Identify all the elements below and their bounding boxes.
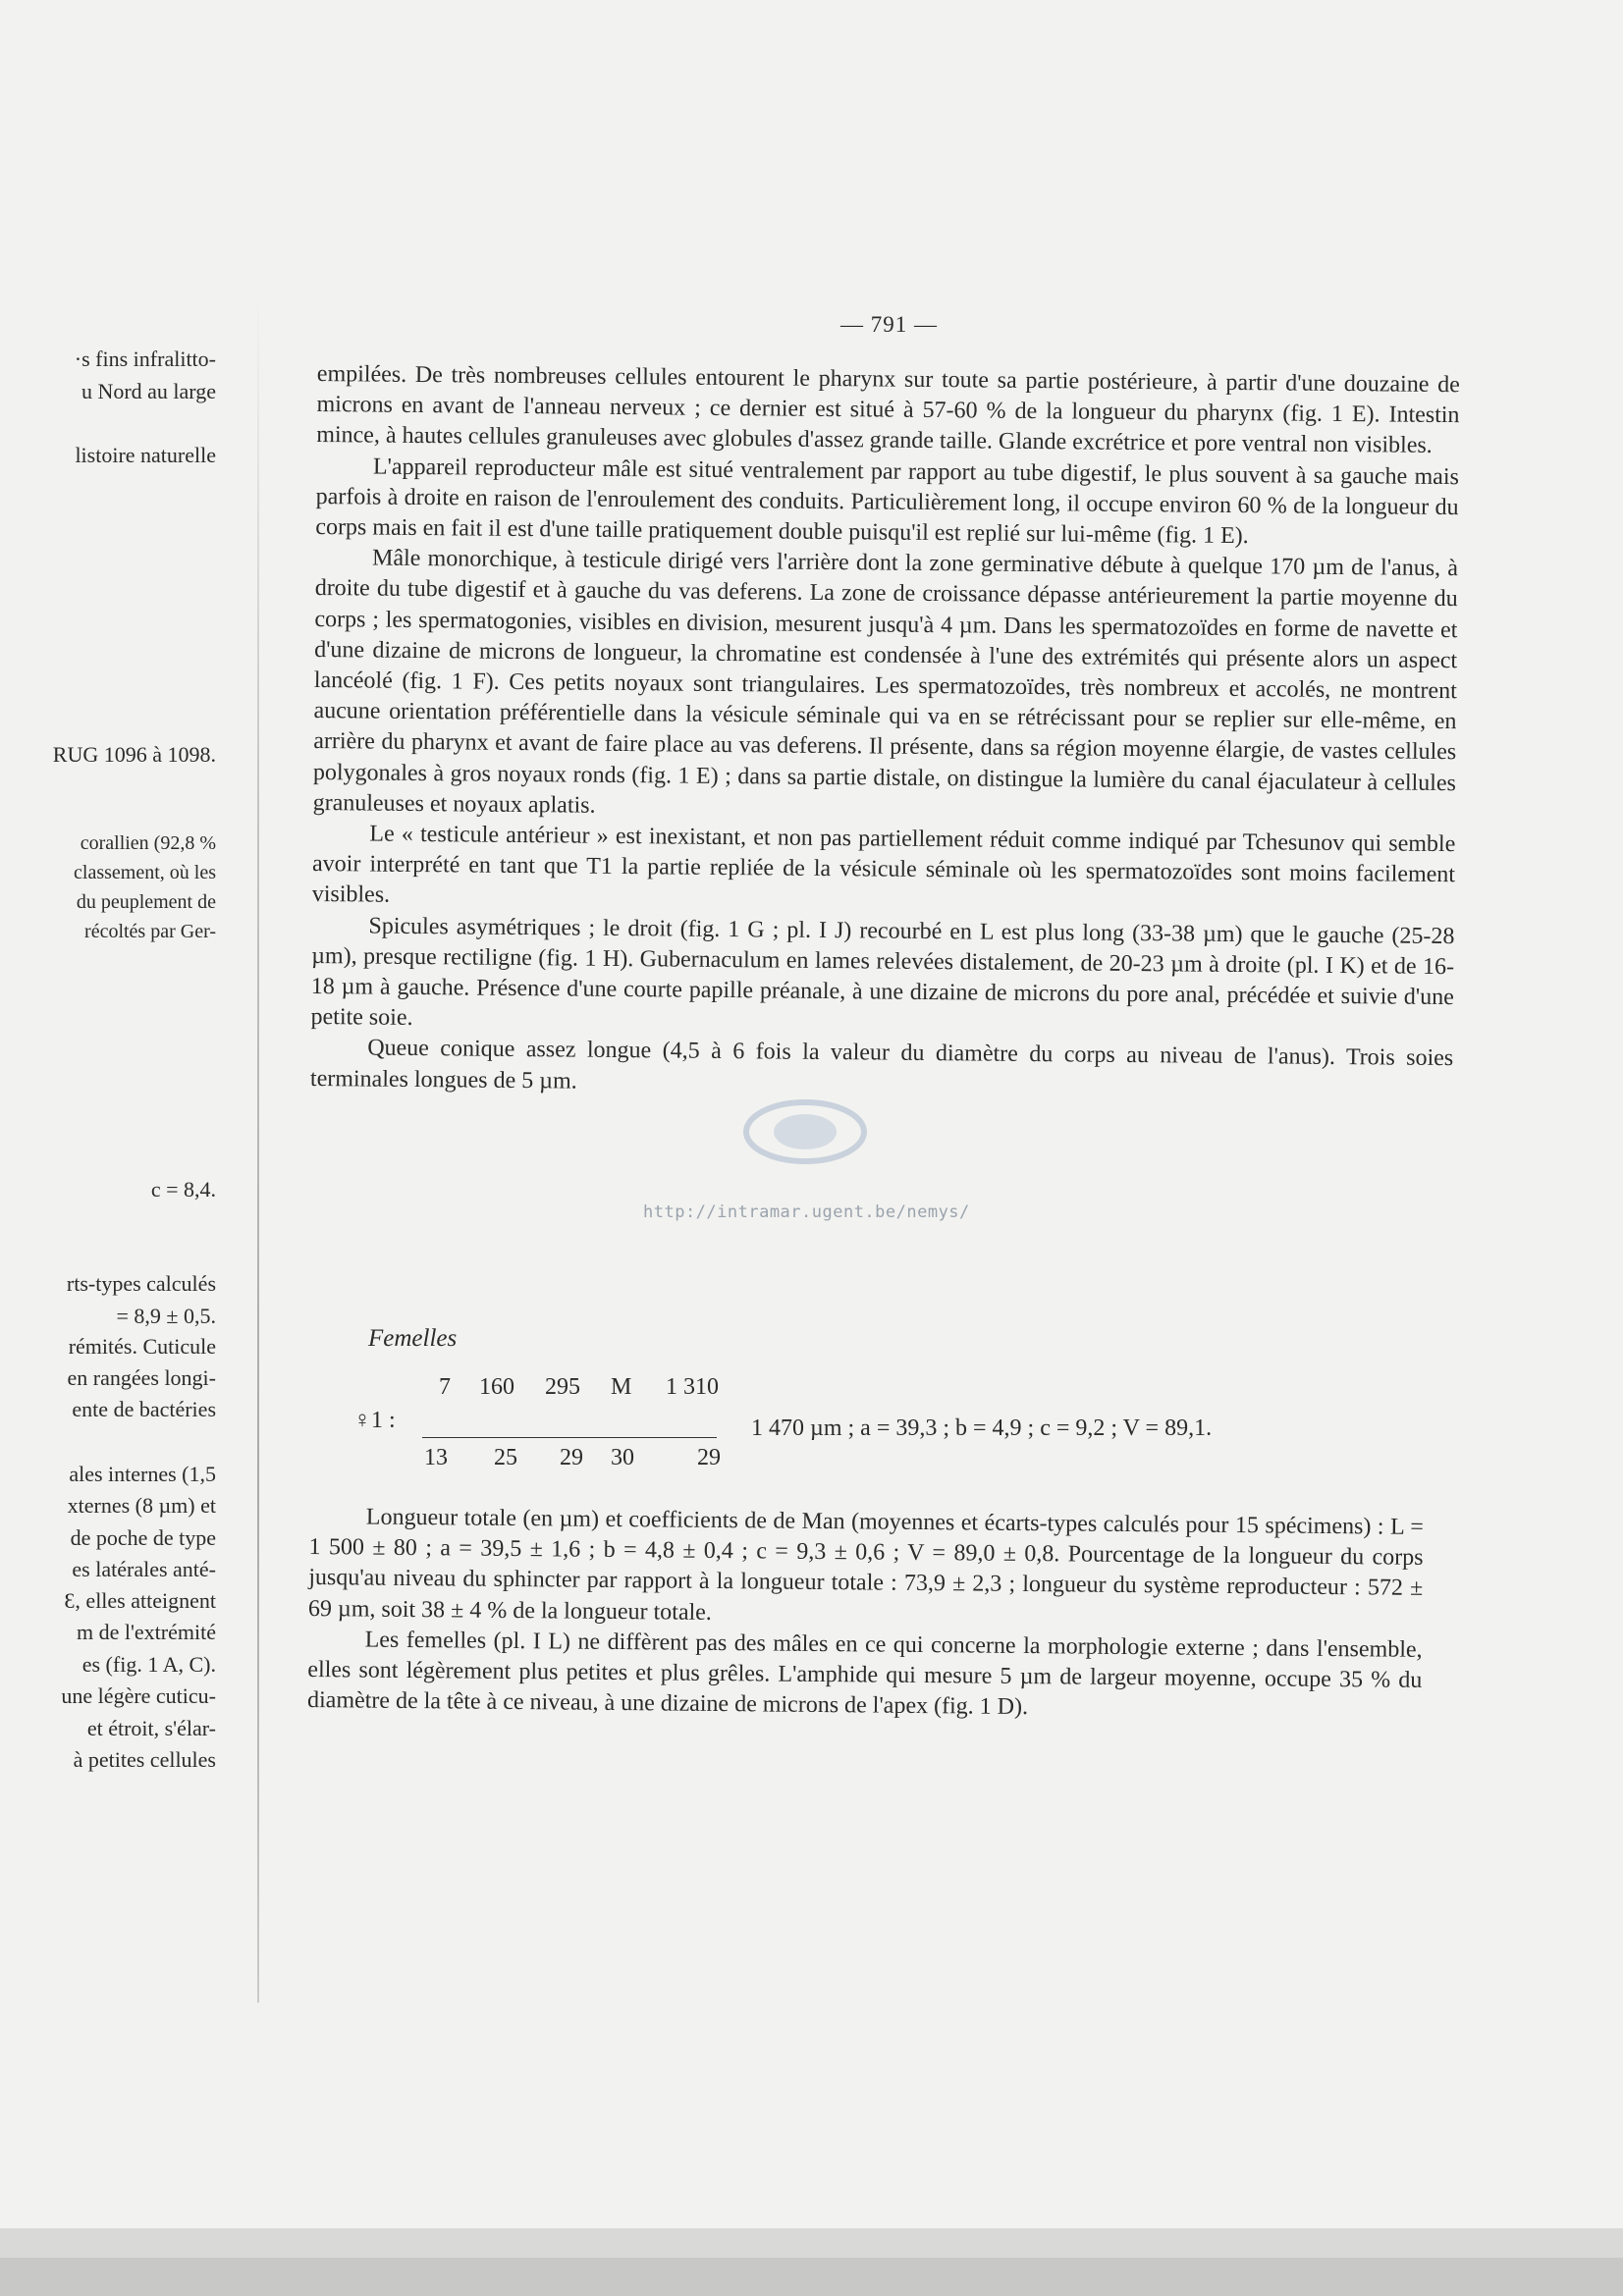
left-fragment-line: ·s fins infralitto-	[74, 347, 216, 371]
left-fragment-line: ales internes (1,5	[69, 1462, 216, 1486]
left-fragment-line: une légère cuticu-	[61, 1683, 216, 1708]
body-text-male	[310, 359, 1460, 1105]
paragraph: Spicules asymétriques ; le droit (fig. 1 G ; pl. I J) recourbé en L est plus long (33-38 µm) que le gauche (25-28 µm), presque rectiligne (fig. 1 H). Gubernaculum en lames relevées distalement, de 20-23 µm à droite (pl. I K) et de 16-18 µm à gauche. Présence d'une courte papille préanale, à une dizaine de microns du pore anal, précédée et suivie d'une petite soie.	[310, 913, 1455, 1032]
left-fragment-line: rémités. Cuticule	[68, 1334, 216, 1359]
paragraph: Queue conique assez longue (4,5 à 6 fois la valeur du diamètre du corps au niveau de l'anus). Trois soies terminales longues de 5 µm.	[309, 1035, 1454, 1095]
formula-numerator: 7	[439, 1374, 451, 1400]
left-fragment-line: du peuplement de	[76, 891, 216, 913]
page-fold-line	[257, 294, 259, 2002]
left-fragment-line: es (fig. 1 A, C).	[81, 1652, 216, 1677]
left-fragment-line: Ɛ, elles atteignent	[64, 1588, 216, 1613]
left-fragment-line: ente de bactéries	[72, 1397, 216, 1421]
formula-numerator: 295	[545, 1374, 580, 1400]
formula-numerator: 1 310	[666, 1374, 719, 1400]
formula-denominator: 13	[424, 1445, 448, 1470]
page-number: — 791 —	[840, 312, 938, 337]
left-fragment-line: m de l'extrémité	[76, 1620, 216, 1644]
left-fragment-line: xternes (8 µm) et	[67, 1493, 216, 1518]
formula-denominator: 30	[611, 1445, 634, 1470]
left-fragment-line: de poche de type	[70, 1525, 216, 1550]
left-fragment-line: et étroit, s'élar-	[86, 1716, 216, 1740]
paragraph: Longueur totale (en µm) et coefficients de de Man (moyennes et écarts-types calculés pour 15 spécimens) : L = 1 500 ± 80 ; a = 39,5 ± 1,6 ; b = 4,8 ± 0,4 ; c = 9,3 ± 0,6 ; V = 89,0 ± 0,8. Pourcentage de la longueur du corps jusqu'au niveau du sphincter par rapport à la longueur totale : 73,9 ± 2,3 ; longueur du système reproducteur : 572 ± 69 µm, soit 38 ± 4 % de la longueur totale.	[307, 1504, 1424, 1626]
formula-numerator: M	[611, 1374, 632, 1400]
left-fragment-line: classement, où les	[74, 862, 216, 883]
left-fragment-line: RUG 1096 à 1098.	[52, 742, 216, 767]
paragraph: Les femelles (pl. I L) ne diffèrent pas des mâles en ce qui concerne la morphologie externe ; dans l'ensemble, elles sont légèrement plus petites et plus grêles. L'amphide qui mesure 5 µm de largeur moyenne, occupe 35 % du diamètre de la tête à ce niveau, à une dizaine de microns de l'apex (fig. 1 D).	[306, 1627, 1423, 1721]
formula-label: ♀1 :	[353, 1408, 396, 1433]
body-text-female	[307, 1502, 1424, 1727]
watermark-url: http://intramar.ugent.be/nemys/	[643, 1202, 970, 1222]
left-fragment-line: u Nord au large	[81, 379, 216, 403]
left-fragment-line: es latérales anté-	[72, 1557, 216, 1581]
paragraph: L'appareil reproducteur mâle est situé ventralement par rapport au tube digestif, le plus souvent à sa gauche mais parfois à droite en raison de l'enroulement des conduits. Particulièrement long, il occupe environ 60 % de la longueur du corps mais en fait il est d'une taille pratiquement double puisqu'il est replié sur lui-même (fig. 1 E).	[315, 454, 1460, 550]
left-fragment-line: récoltés par Ger-	[84, 921, 216, 942]
fraction-bar	[422, 1437, 717, 1438]
scan-bottom-edge	[0, 2258, 1623, 2296]
left-fragment-line: = 8,9 ± 0,5.	[116, 1304, 216, 1328]
left-fragment-line: en rangées longi-	[67, 1365, 216, 1390]
formula-numerator: 160	[479, 1374, 514, 1400]
de-man-formula	[353, 1374, 1394, 1482]
left-fragment-line: rts-types calculés	[66, 1271, 216, 1296]
paragraph: Mâle monorchique, à testicule dirigé vers l'arrière dont la zone germinative débute à quelque 170 µm de l'anus, à droite du tube digestif et à gauche du vas deferens. La zone de croissance dépasse antérieurement la partie moyenne du corps ; les spermatogonies, visibles en division, mesurent jusqu'à 4 µm. Dans les spermatozoïdes en forme de navette et d'une dizaine de microns de longueur, la chromatine est condensée à l'une des extrémités qui présente alors un aspect lancéolé (fig. 1 F). Ces petits noyaux sont triangulaires. Les spermatozoïdes, très nombreux et accolés, ne montrent aucune orientation préférentielle dans la vésicule séminale qui va en se rétrécissant pour se replier sur elle-même, en arrière du pharynx et avant de faire place au vas deferens. Il présente, dans sa région moyenne élargie, de vastes cellules polygonales à gros noyaux ronds (fig. 1 E) ; dans sa partie distale, on distingue la lumière du canal éjaculateur à cellules granuleuses et noyaux aplatis.	[312, 545, 1459, 819]
left-fragment-line: listoire naturelle	[75, 443, 216, 467]
formula-denominator: 29	[560, 1445, 583, 1470]
paragraph: empilées. De très nombreuses cellules entourent le pharynx sur toute sa partie postérieure, à partir d'une douzaine de microns en avant de l'anneau nerveux ; ce dernier est situé à 57-60 % de la longueur du pharynx (fig. 1 E). Intestin mince, à hautes cellules granuleuses avec globules d'assez grande taille. Glande excrétrice et pore ventral non visibles.	[316, 360, 1460, 459]
watermark-logo	[727, 1088, 884, 1176]
formula-coefficients: 1 470 µm ; a = 39,3 ; b = 4,9 ; c = 9,2 ; V = 89,1.	[751, 1415, 1213, 1441]
formula-denominator: 29	[697, 1445, 721, 1470]
left-fragment-line: corallien (92,8 %	[80, 832, 216, 854]
left-fragment-line: à petites cellules	[73, 1747, 216, 1772]
left-fragment-line: c = 8,4.	[150, 1177, 216, 1201]
section-heading-femelles: Femelles	[368, 1325, 458, 1352]
paragraph: Le « testicule antérieur » est inexistant, et non pas partiellement réduit comme indiqué par Tchesunov qui semble avoir interprété en tant que T1 la partie repliée de la vésicule séminale où les spermatozoïdes sont moins facilement visibles.	[311, 821, 1456, 909]
formula-denominator: 25	[494, 1445, 517, 1470]
